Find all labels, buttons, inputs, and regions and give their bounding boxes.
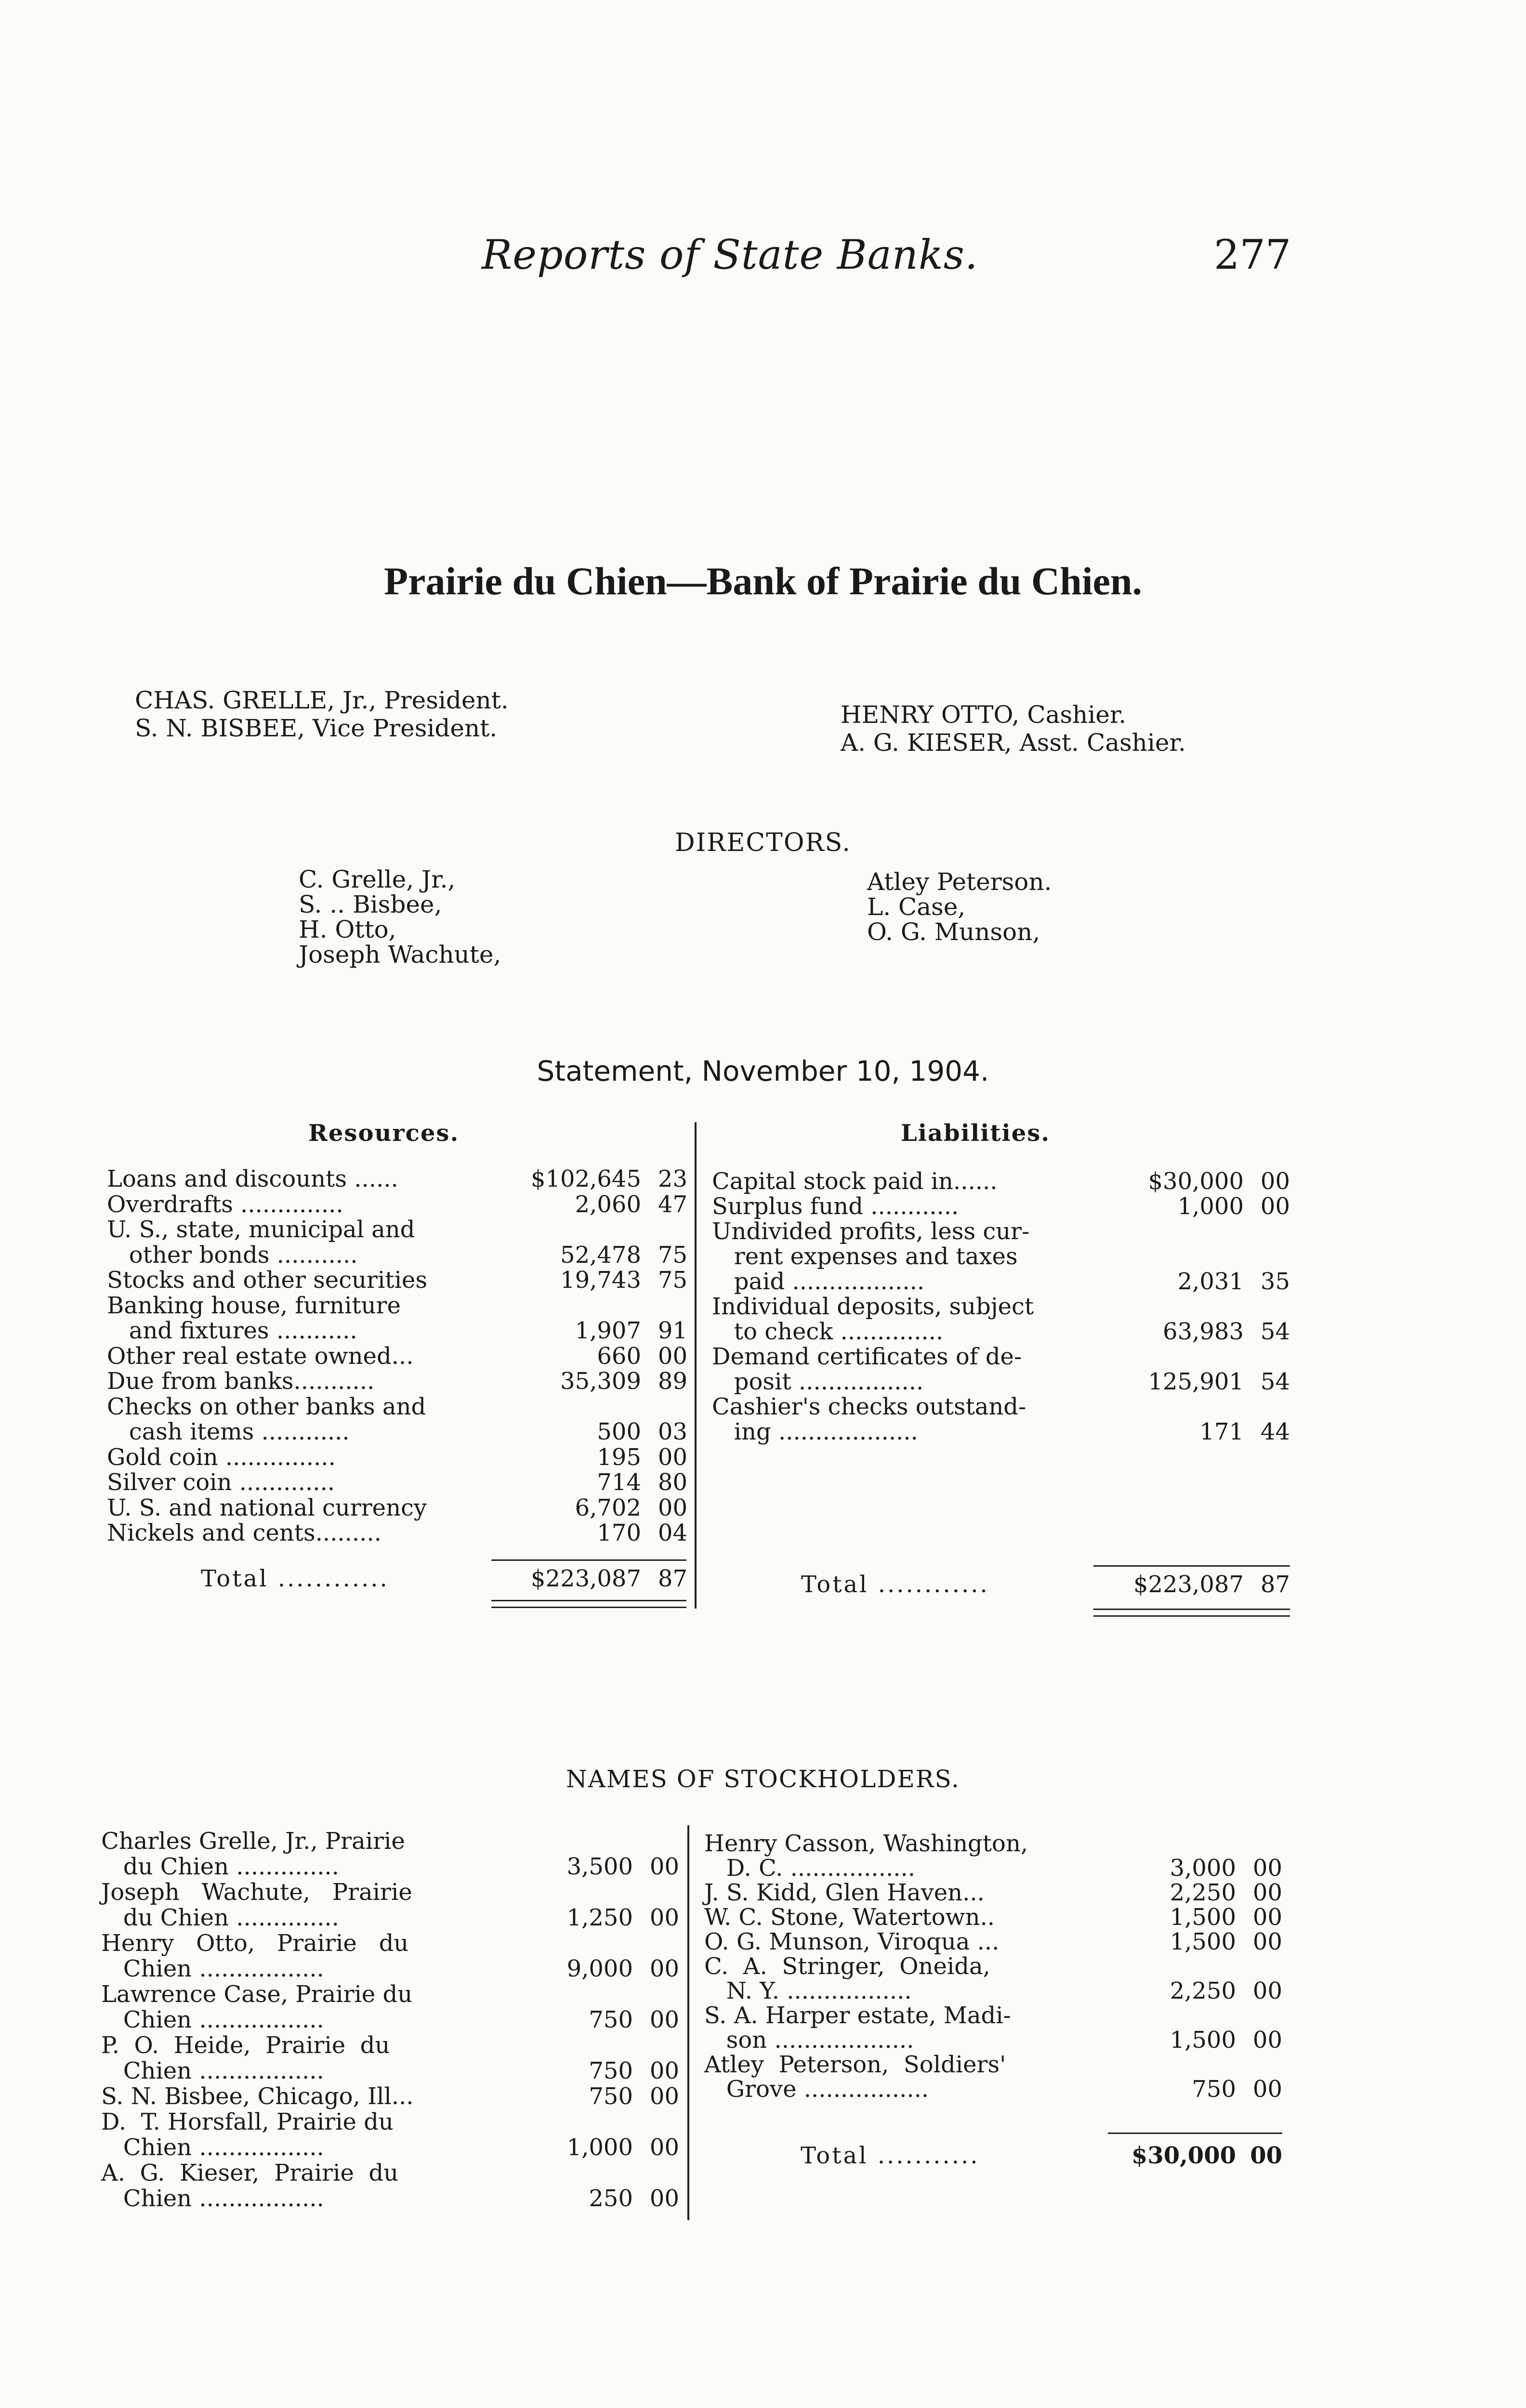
resources-double-rule [491, 1600, 686, 1608]
bank-title: Prairie du Chien—Bank of Prairie du Chien. [383, 559, 1142, 603]
row-label: rent expenses and taxes [712, 1243, 1018, 1270]
row-cents: 75 [658, 1241, 687, 1269]
row-label: du Chien .............. [101, 1853, 339, 1880]
row-label: A. G. Kieser, Prairie du [101, 2159, 399, 2186]
officer-president: CHAS. GRELLE, Jr., President. [135, 686, 509, 714]
row-cents: 04 [658, 1519, 687, 1546]
row-cents: 47 [658, 1191, 687, 1218]
row-amount: 19,743 [560, 1267, 641, 1294]
row-amount: 9,000 [566, 1955, 633, 1982]
row-label: Capital stock paid in...... [712, 1168, 998, 1195]
row-label: ing ................... [712, 1418, 918, 1445]
directors-right-list [867, 869, 1052, 944]
row-label: Henry Casson, Washington, [704, 1830, 1028, 1857]
row-label: Gold coin ............... [107, 1443, 336, 1471]
row-cents: 00 [1252, 1904, 1282, 1931]
row-label: to check .............. [712, 1318, 944, 1345]
row-label: Demand certificates of de- [712, 1343, 1022, 1370]
row-cents: 44 [1260, 1418, 1290, 1445]
row-amount: 2,060 [575, 1191, 641, 1218]
row-label: Banking house, furniture [107, 1292, 401, 1319]
row-cents: 23 [658, 1165, 687, 1192]
row-label: S. A. Harper estate, Madi- [704, 2002, 1011, 2029]
row-amount: 750 [589, 2057, 633, 2084]
balance-divider [695, 1122, 697, 1609]
liabilities-table [712, 1168, 1290, 1601]
row-cents: 03 [658, 1418, 687, 1445]
row-amount: 171 [1199, 1418, 1244, 1445]
row-amount: 1,907 [575, 1317, 641, 1344]
director-name: H. Otto, [299, 916, 396, 943]
row-cents: 00 [1252, 2076, 1282, 2103]
row-label: Nickels and cents......... [107, 1519, 382, 1546]
row-label: Overdrafts .............. [107, 1191, 343, 1218]
row-cents: 00 [649, 1904, 679, 1931]
stockholders-right-table [704, 1830, 1282, 2167]
row-label: paid .................. [712, 1268, 925, 1295]
officers-right [841, 701, 1186, 757]
row-label: Henry Otto, Prairie du [101, 1930, 409, 1957]
row-cents: 00 [1252, 1879, 1282, 1906]
director-name: Joseph Wachute, [299, 941, 501, 968]
row-amount: 2,031 [1177, 1268, 1244, 1295]
stockholders-total-amount: $30,000 [1131, 2142, 1236, 2169]
directors-heading: DIRECTORS. [675, 828, 851, 857]
stockholders-total-cents: 00 [1250, 2142, 1282, 2169]
row-label: son ................... [704, 2027, 914, 2054]
row-label: Other real estate owned... [107, 1342, 414, 1370]
row-amount: 1,000 [566, 2134, 633, 2161]
officers-left [135, 686, 509, 742]
row-amount: 52,478 [560, 1241, 641, 1269]
row-label: Chien ................. [101, 2134, 324, 2161]
row-cents: 75 [658, 1267, 687, 1294]
row-label: Surplus fund ............ [712, 1193, 959, 1220]
row-label: and fixtures ........... [107, 1317, 357, 1344]
row-label: Joseph Wachute, Prairie [101, 1879, 412, 1906]
row-amount: 1,500 [1170, 2027, 1236, 2054]
row-cents: 54 [1260, 1318, 1290, 1345]
row-amount: 125,901 [1148, 1368, 1244, 1395]
row-label: Checks on other banks and [107, 1393, 426, 1420]
row-cents: 00 [649, 2006, 679, 2033]
row-label: N. Y. ................. [704, 1977, 912, 2004]
officer-asst-cashier: A. G. KIESER, Asst. Cashier. [841, 729, 1186, 757]
row-label: Lawrence Case, Prairie du [101, 1981, 413, 2008]
stockholders-total-row [704, 2142, 1282, 2176]
row-label: J. S. Kidd, Glen Haven... [704, 1879, 985, 1906]
row-amount: 250 [589, 2185, 633, 2212]
row-cents: 80 [658, 1469, 687, 1496]
row-label: Chien ................. [101, 1955, 324, 1982]
liabilities-total-amount: $223,087 [1133, 1571, 1244, 1598]
stockholders-total-label: Total ........... [801, 2142, 980, 2169]
officer-cashier: HENRY OTTO, Cashier. [841, 701, 1127, 729]
row-label: Cashier's checks outstand- [712, 1393, 1026, 1420]
row-amount: 2,250 [1170, 1977, 1236, 2004]
row-amount: 500 [597, 1418, 641, 1445]
directors-left-list [299, 867, 501, 967]
row-amount: 750 [589, 2083, 633, 2110]
officer-vice-president: S. N. BISBEE, Vice President. [135, 714, 498, 742]
row-cents: 00 [1260, 1168, 1290, 1195]
row-amount: 3,500 [566, 1853, 633, 1880]
row-cents: 35 [1260, 1268, 1290, 1295]
stockholders-total-rule [1108, 2133, 1282, 2134]
row-label: Chien ................. [101, 2006, 324, 2033]
liabilities-total-rule [1093, 1565, 1290, 1567]
liabilities-total-cents: 87 [1260, 1571, 1290, 1598]
row-amount: 1,000 [1177, 1193, 1244, 1220]
row-amount: 714 [597, 1469, 641, 1496]
row-cents: 00 [649, 2134, 679, 2161]
row-cents: 00 [649, 2185, 679, 2212]
director-name: O. G. Munson, [867, 918, 1040, 946]
liabilities-heading: Liabilities. [901, 1120, 1051, 1147]
row-label: P. O. Heide, Prairie du [101, 2032, 390, 2059]
resources-total-row [107, 1565, 687, 1599]
row-label: du Chien .............. [101, 1904, 339, 1931]
row-label: D. T. Horsfall, Prairie du [101, 2108, 394, 2135]
row-amount: 750 [1192, 2076, 1236, 2103]
row-label: Due from banks........... [107, 1368, 375, 1395]
stockholders-left-table [101, 1828, 679, 2227]
row-cents: 00 [658, 1494, 687, 1521]
director-name: Atley Peterson. [867, 868, 1052, 896]
row-amount: $102,645 [530, 1165, 641, 1192]
row-amount: 750 [589, 2006, 633, 2033]
row-cents: 00 [1252, 1928, 1282, 1955]
resources-total-amount: $223,087 [530, 1565, 641, 1592]
resources-total-rule [491, 1559, 686, 1561]
resources-total-label: Total ............ [201, 1565, 389, 1592]
row-label: S. N. Bisbee, Chicago, Ill... [101, 2083, 414, 2110]
director-name: C. Grelle, Jr., [299, 865, 456, 893]
row-cents: 00 [658, 1342, 687, 1370]
row-amount: 2,250 [1170, 1879, 1236, 1906]
row-label: D. C. ................. [704, 1855, 915, 1882]
liabilities-double-rule [1093, 1609, 1290, 1617]
liabilities-total-label: Total ............ [801, 1571, 989, 1598]
liabilities-total-row [712, 1571, 1290, 1605]
row-amount: 63,983 [1163, 1318, 1244, 1345]
row-label: Loans and discounts ...... [107, 1165, 398, 1192]
row-label: Atley Peterson, Soldiers' [704, 2051, 1006, 2078]
row-amount: 6,702 [575, 1494, 641, 1521]
row-label: U. S., state, municipal and [107, 1216, 415, 1243]
row-label: Undivided profits, less cur- [712, 1218, 1030, 1245]
row-label: Stocks and other securities [107, 1267, 427, 1294]
row-amount: 195 [597, 1443, 641, 1471]
row-amount: 1,500 [1170, 1928, 1236, 1955]
director-name: L. Case, [867, 893, 966, 921]
row-amount: 1,500 [1170, 1904, 1236, 1931]
row-cents: 54 [1260, 1368, 1290, 1395]
row-label: C. A. Stringer, Oneida, [704, 1953, 990, 1980]
row-cents: 00 [658, 1443, 687, 1471]
row-cents: 00 [649, 1853, 679, 1880]
statement-date: Statement, November 10, 1904. [537, 1055, 989, 1087]
row-label: O. G. Munson, Viroqua ... [704, 1928, 1000, 1955]
row-cents: 00 [1252, 1855, 1282, 1882]
row-amount: 1,250 [566, 1904, 633, 1931]
row-cents: 00 [1252, 1977, 1282, 2004]
row-label: other bonds ........... [107, 1241, 358, 1269]
row-label: Individual deposits, subject [712, 1293, 1034, 1320]
row-amount: 3,000 [1170, 1855, 1236, 1882]
row-amount: $30,000 [1148, 1168, 1244, 1195]
page-number: 277 [1214, 231, 1291, 278]
row-label: Silver coin ............. [107, 1469, 335, 1496]
row-label: Chien ................. [101, 2057, 324, 2084]
row-cents: 00 [649, 2083, 679, 2110]
row-cents: 89 [658, 1368, 687, 1395]
row-cents: 00 [649, 1955, 679, 1982]
row-label: cash items ............ [107, 1418, 350, 1445]
stockholders-heading: NAMES OF STOCKHOLDERS. [566, 1765, 960, 1793]
row-label: Charles Grelle, Jr., Prairie [101, 1828, 405, 1855]
resources-total-cents: 87 [658, 1565, 687, 1592]
row-amount: 170 [597, 1519, 641, 1546]
stockholders-divider [687, 1825, 689, 2220]
row-amount: 660 [597, 1342, 641, 1370]
row-cents: 00 [1260, 1193, 1290, 1220]
row-label: U. S. and national currency [107, 1494, 427, 1521]
row-cents: 91 [658, 1317, 687, 1344]
director-name: S. .. Bisbee, [299, 890, 442, 918]
resources-table [107, 1165, 687, 1599]
row-cents: 00 [649, 2057, 679, 2084]
row-cents: 00 [1252, 2027, 1282, 2054]
resources-heading: Resources. [308, 1120, 460, 1147]
row-amount: 35,309 [560, 1368, 641, 1395]
running-title: Reports of State Banks. [482, 231, 978, 278]
row-label: Chien ................. [101, 2185, 324, 2212]
row-label: W. C. Stone, Watertown.. [704, 1904, 995, 1931]
row-label: posit ................. [712, 1368, 924, 1395]
row-label: Grove ................. [704, 2076, 929, 2103]
